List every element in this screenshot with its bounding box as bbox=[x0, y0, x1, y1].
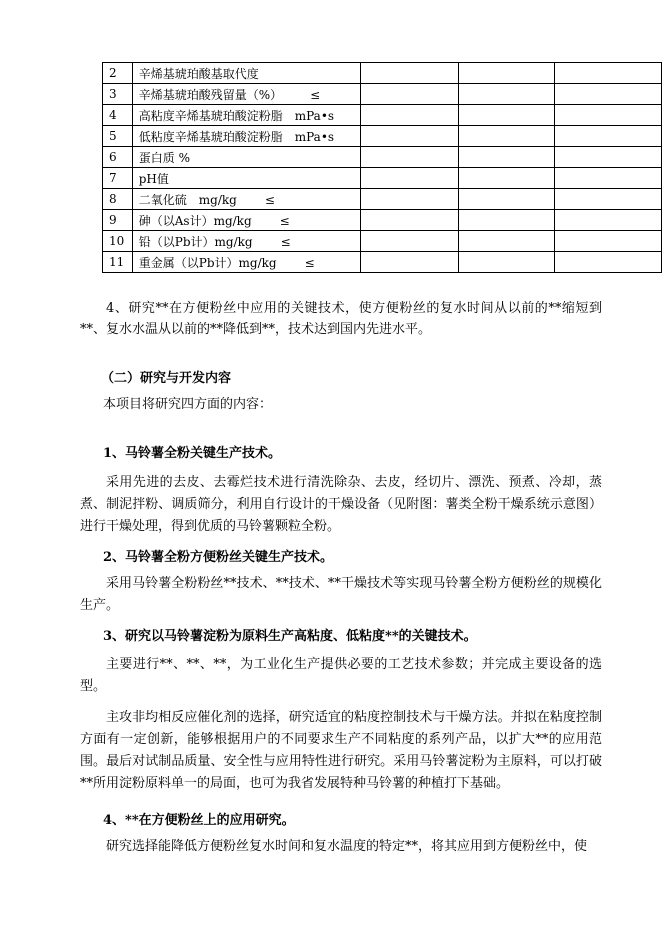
table-row bbox=[103, 168, 662, 189]
value-cell bbox=[361, 126, 459, 147]
row-item bbox=[132, 147, 361, 168]
table-row bbox=[103, 105, 662, 126]
row-number: 8 bbox=[103, 189, 133, 210]
row-number: 6 bbox=[103, 147, 133, 168]
item-name: 低粘度辛烯基琥珀酸淀粉脂 bbox=[138, 129, 283, 144]
value-cell bbox=[361, 210, 459, 231]
value-cell bbox=[361, 63, 459, 84]
table-row bbox=[103, 126, 662, 147]
table-row bbox=[103, 210, 662, 231]
table-row bbox=[103, 231, 662, 252]
subheading-2: 2、马铃薯全粉方便粉丝关键生产技术。 bbox=[103, 550, 334, 565]
value-cell bbox=[555, 189, 662, 210]
value-cell bbox=[555, 168, 662, 189]
item-name: 二氧化硫 bbox=[138, 192, 187, 207]
item-name: 蛋白质 % bbox=[138, 150, 190, 165]
spec-table bbox=[102, 62, 662, 273]
item-limit-symbol: ≤ bbox=[280, 234, 291, 249]
value-cell bbox=[555, 126, 662, 147]
value-cell bbox=[459, 84, 555, 105]
value-cell bbox=[459, 147, 555, 168]
target-paragraph-4: 4、研究**在方便粉丝中应用的关键技术，使方便粉丝的复水时间从以前的**缩短到**、复水水温从以前的**降低到**，技术达到国内先进水平。 bbox=[80, 301, 602, 337]
row-item bbox=[132, 231, 361, 252]
row-item bbox=[132, 168, 361, 189]
value-cell bbox=[459, 252, 555, 273]
value-cell bbox=[555, 210, 662, 231]
item-name: 重金属（以Pb计）mg/kg bbox=[138, 255, 277, 270]
row-item bbox=[132, 63, 361, 84]
item-name: 辛烯基琥珀酸基取代度 bbox=[138, 66, 259, 81]
item-unit: mg/kg bbox=[198, 192, 237, 207]
spec-table-body bbox=[103, 63, 662, 273]
row-item bbox=[132, 252, 361, 273]
item-name: 铅（以Pb计）mg/kg bbox=[138, 234, 253, 249]
value-cell bbox=[361, 189, 459, 210]
value-cell bbox=[555, 105, 662, 126]
value-cell bbox=[361, 84, 459, 105]
paragraph-3b: 主攻非均相反应催化剂的选择，研究适宜的粘度控制技术与干燥方法。并拟在粘度控制方面有一定创新，能够根据用户的不同要求生产不同粘度的系列产品，以扩大**的应用范围。最后对试制品质量、安全性与应用特性进行研究。采用马铃薯淀粉为主原料，可以打破**所用淀粉原料单一的局面，也可为我省发展特种马铃薯的种植打下基础。 bbox=[80, 710, 602, 791]
table-row bbox=[103, 252, 662, 273]
row-number: 9 bbox=[103, 210, 133, 231]
row-number: 3 bbox=[103, 84, 133, 105]
value-cell bbox=[555, 252, 662, 273]
row-number: 7 bbox=[103, 168, 133, 189]
value-cell bbox=[459, 126, 555, 147]
value-cell bbox=[459, 231, 555, 252]
value-cell bbox=[361, 105, 459, 126]
table-row bbox=[103, 189, 662, 210]
item-limit-symbol: ≤ bbox=[279, 213, 290, 228]
value-cell bbox=[361, 168, 459, 189]
table-row bbox=[103, 147, 662, 168]
row-number: 5 bbox=[103, 126, 133, 147]
subheading-4: 4、**在方便粉丝上的应用研究。 bbox=[103, 813, 295, 828]
row-item bbox=[132, 105, 361, 126]
value-cell bbox=[555, 84, 662, 105]
value-cell bbox=[459, 210, 555, 231]
paragraph-2: 采用马铃薯全粉粉丝**技术、**技术、**干燥技术等实现马铃薯全粉方便粉丝的规模化生产。 bbox=[80, 576, 602, 613]
row-number: 2 bbox=[103, 63, 133, 84]
item-limit-symbol: ≤ bbox=[264, 192, 275, 207]
row-number: 11 bbox=[103, 252, 133, 273]
value-cell bbox=[459, 63, 555, 84]
item-name: 辛烯基琥珀酸残留量（%） bbox=[138, 87, 283, 102]
paragraph-3a: 主要进行**、**、**，为工业化生产提供必要的工艺技术参数；并完成主要设备的选型。 bbox=[80, 657, 602, 694]
item-unit: mPa•s bbox=[294, 129, 335, 144]
row-item bbox=[132, 84, 361, 105]
value-cell bbox=[361, 147, 459, 168]
value-cell bbox=[555, 147, 662, 168]
row-number: 4 bbox=[103, 105, 133, 126]
value-cell bbox=[555, 63, 662, 84]
section-2-title: （二）研究与开发内容 bbox=[101, 371, 232, 386]
value-cell bbox=[361, 252, 459, 273]
subheading-3: 3、研究以马铃薯淀粉为原料生产高粘度、低粘度**的关键技术。 bbox=[103, 629, 477, 644]
value-cell bbox=[459, 168, 555, 189]
value-cell bbox=[361, 231, 459, 252]
subheading-1: 1、马铃薯全粉关键生产技术。 bbox=[103, 446, 282, 461]
value-cell bbox=[459, 105, 555, 126]
row-item bbox=[132, 126, 361, 147]
table-row bbox=[103, 63, 662, 84]
item-name: 高粘度辛烯基琥珀酸淀粉脂 bbox=[138, 108, 283, 123]
row-item bbox=[132, 189, 361, 210]
paragraph-4: 研究选择能降低方便粉丝复水时间和复水温度的特定**，将其应用到方便粉丝中，使 bbox=[106, 839, 588, 854]
section-2-intro: 本项目将研究四方面的内容： bbox=[103, 397, 273, 412]
item-name: pH值 bbox=[138, 171, 169, 186]
item-limit-symbol: ≤ bbox=[310, 87, 321, 102]
paragraph-1: 采用先进的去皮、去霉烂技术进行清洗除杂、去皮，经切片、漂洗、预煮、冷却，蒸煮、制泥拌粉、调质筛分，利用自行设计的干燥设备（见附图：薯类全粉干燥系统示意图）进行干燥处理，得到优质的马铃薯颗粒全粉。 bbox=[80, 475, 602, 534]
value-cell bbox=[459, 189, 555, 210]
row-number: 10 bbox=[103, 231, 133, 252]
table-row bbox=[103, 84, 662, 105]
item-unit: mPa•s bbox=[294, 108, 335, 123]
value-cell bbox=[555, 231, 662, 252]
row-item bbox=[132, 210, 361, 231]
item-limit-symbol: ≤ bbox=[304, 255, 315, 270]
item-name: 砷（以As计）mg/kg bbox=[138, 213, 252, 228]
